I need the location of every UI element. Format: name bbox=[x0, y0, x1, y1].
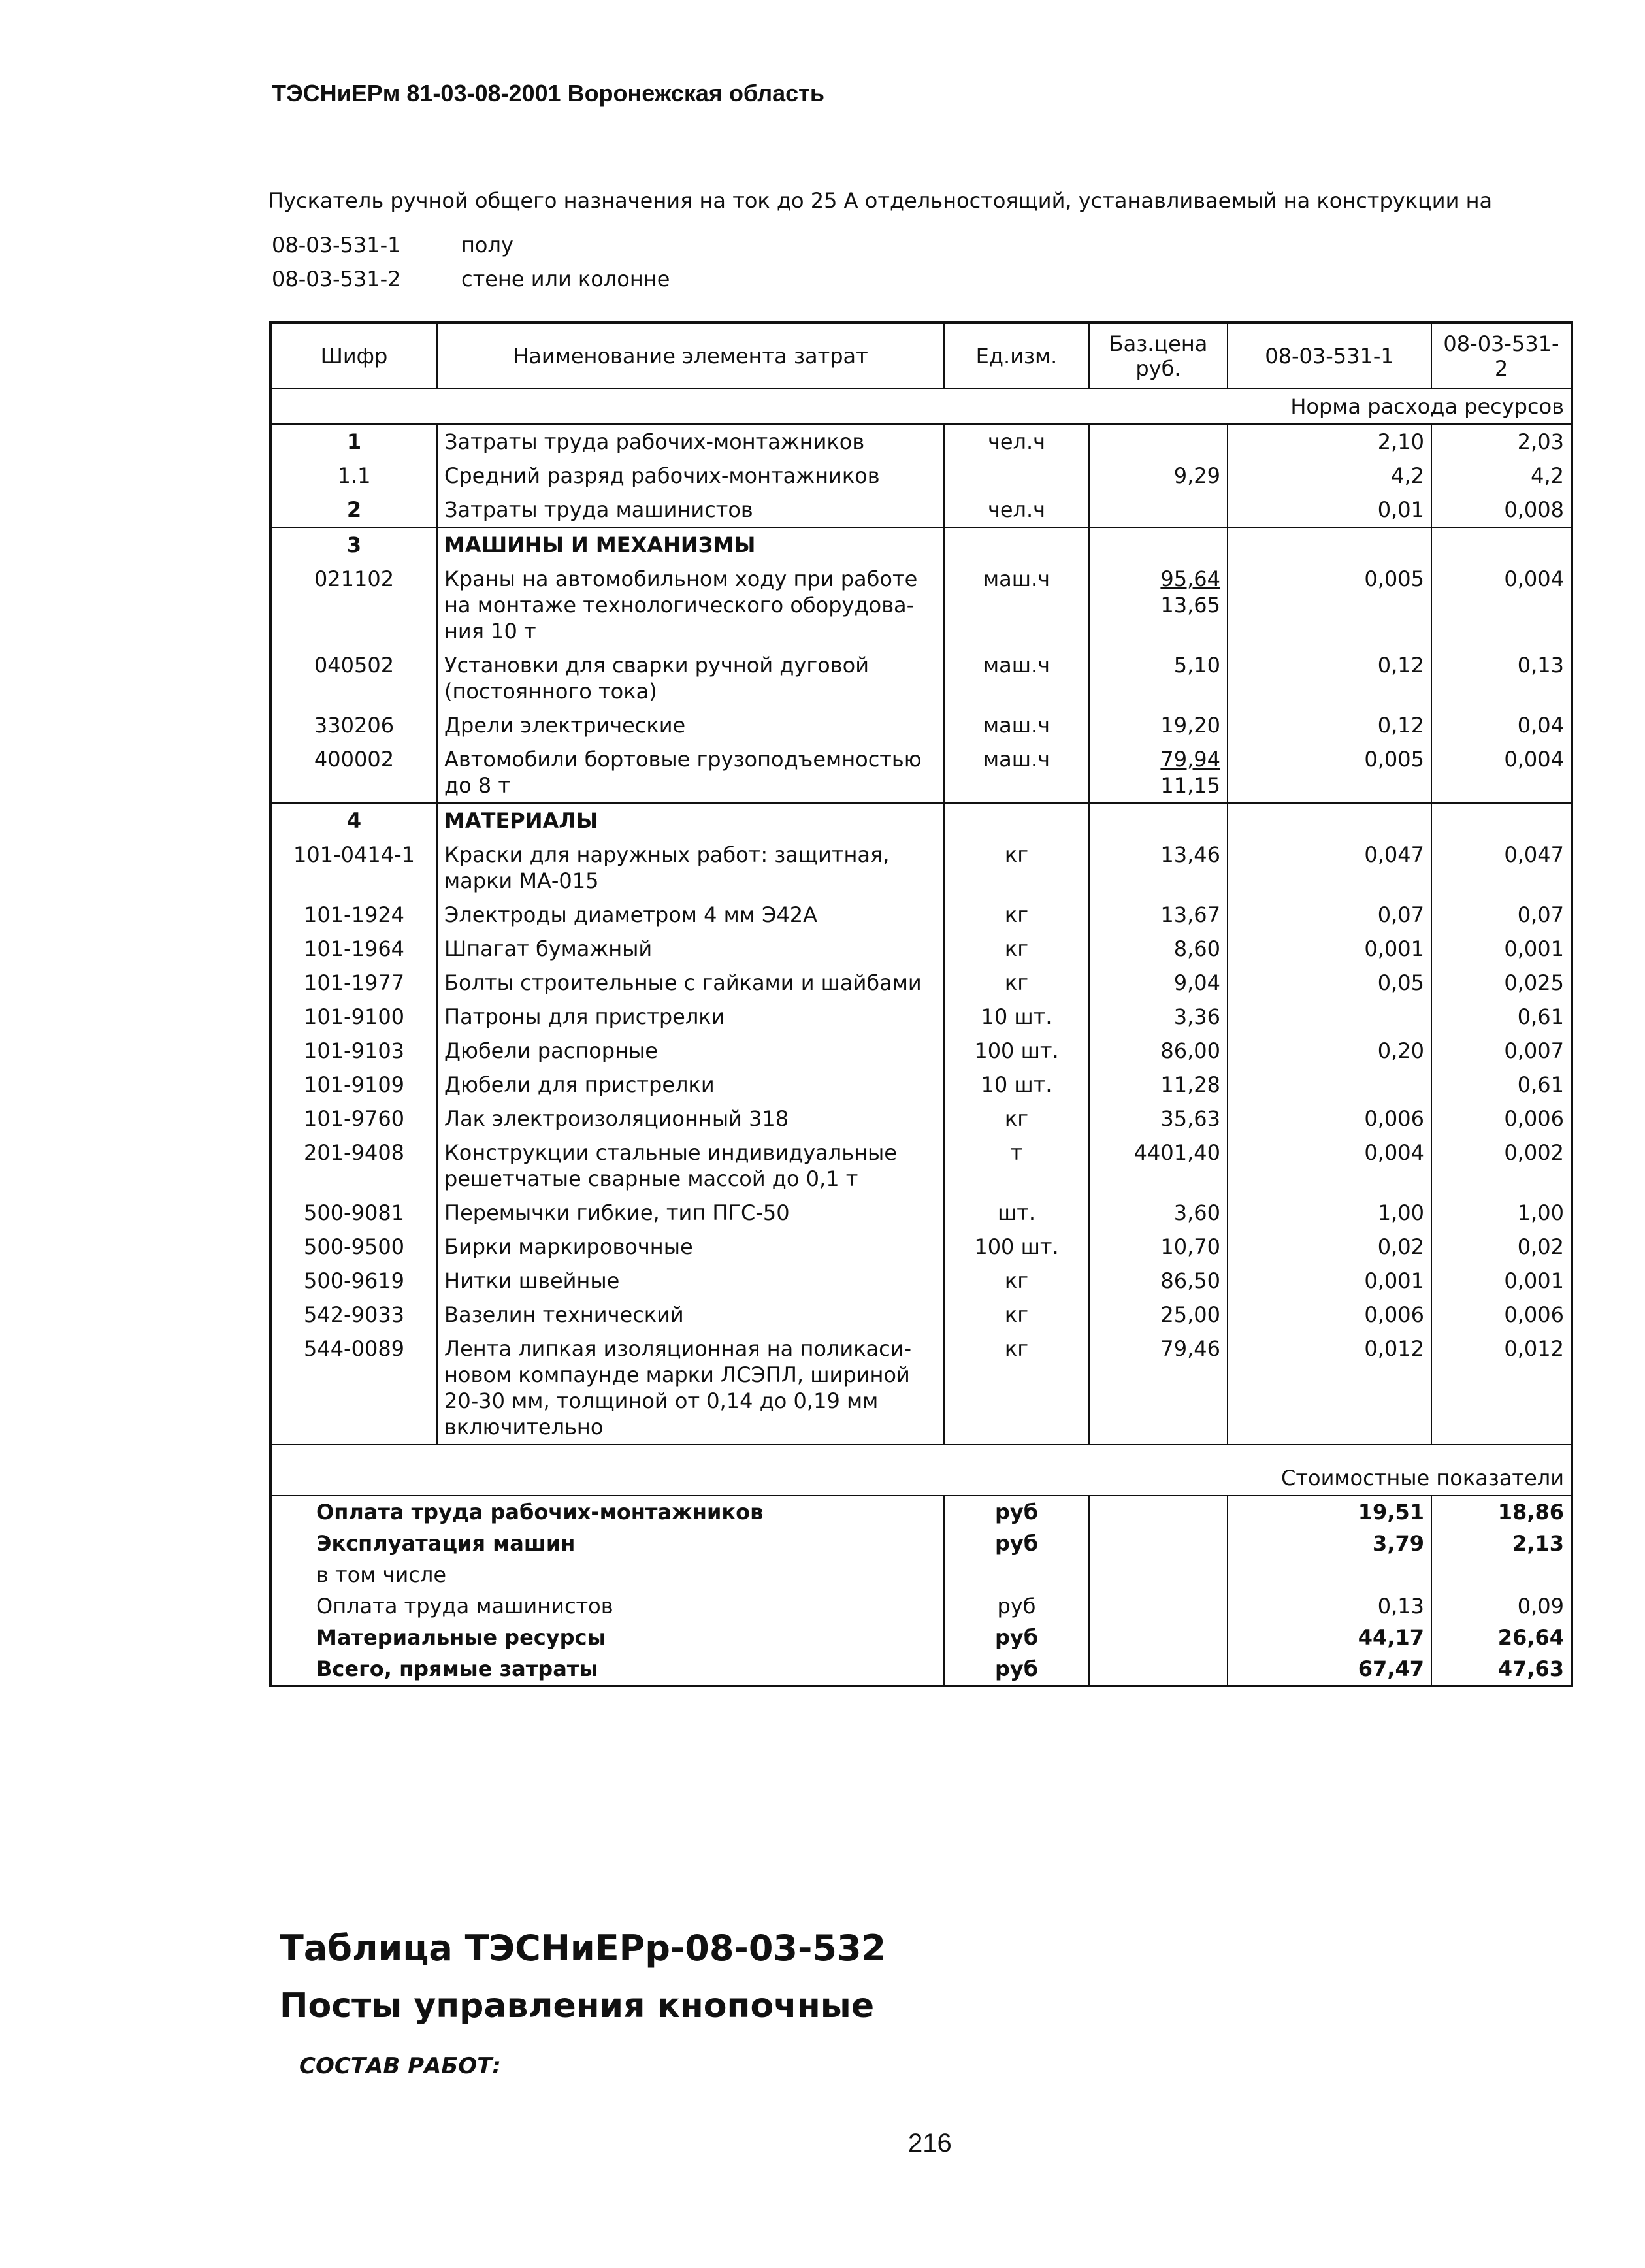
row-name: Бирки маркировочные bbox=[437, 1230, 944, 1264]
row-name: Средний разряд рабочих-монтажников bbox=[437, 459, 944, 493]
total-label: Всего, прямые затраты bbox=[270, 1653, 944, 1686]
row-name: Краски для наружных работ: защитная, марки МА-015 bbox=[437, 838, 944, 898]
row-value-1: 0,012 bbox=[1228, 1332, 1431, 1445]
row-value-2 bbox=[1431, 527, 1572, 562]
row-code: 101-9109 bbox=[270, 1068, 437, 1102]
row-name: Конструкции стальные индивидуальные решетчатые сварные массой до 0,1 т bbox=[437, 1136, 944, 1196]
row-value-1 bbox=[1228, 527, 1431, 562]
row-value-1 bbox=[1228, 803, 1431, 838]
row-unit: маш.ч bbox=[944, 648, 1089, 708]
row-unit: 100 шт. bbox=[944, 1230, 1089, 1264]
row-unit: кг bbox=[944, 898, 1089, 932]
row-price: 11,28 bbox=[1089, 1068, 1228, 1102]
document-header-title: ТЭСНиЕРм 81-03-08-2001 Воронежская область bbox=[272, 80, 824, 107]
table-row bbox=[270, 1000, 1572, 1034]
total-label: Эксплуатация машин bbox=[270, 1528, 944, 1559]
work-composition-label: СОСТАВ РАБОТ: bbox=[299, 2053, 501, 2079]
row-value-2: 0,004 bbox=[1431, 742, 1572, 803]
row-price: 86,50 bbox=[1089, 1264, 1228, 1298]
total-value-2: 18,86 bbox=[1497, 1500, 1564, 1524]
row-value-2: 0,004 bbox=[1504, 567, 1564, 591]
table-row bbox=[270, 708, 1572, 742]
total-price bbox=[1089, 1559, 1228, 1590]
resource-norms-table bbox=[269, 321, 1573, 1687]
row-name: Затраты труда машинистов bbox=[437, 493, 944, 527]
row-unit: кг bbox=[944, 838, 1089, 898]
totals-body bbox=[270, 1496, 1572, 1686]
header-price: Баз.цена руб. bbox=[1089, 323, 1228, 389]
variant-text: стене или колонне bbox=[461, 267, 670, 291]
variant-line-1 bbox=[272, 233, 513, 257]
total-unit: руб bbox=[944, 1528, 1089, 1559]
row-name: Шпагат бумажный bbox=[437, 932, 944, 966]
row-unit: 10 шт. bbox=[944, 1068, 1089, 1102]
row-name: Электроды диаметром 4 мм Э42А bbox=[437, 898, 944, 932]
row-unit bbox=[944, 459, 1089, 493]
norma-row bbox=[270, 389, 1572, 424]
row-price: 25,00 bbox=[1089, 1298, 1228, 1332]
row-value-1: 4,2 bbox=[1228, 459, 1431, 493]
row-value-1: 0,005 bbox=[1228, 562, 1431, 648]
row-name: МАТЕРИАЛЫ bbox=[437, 803, 944, 838]
total-price bbox=[1089, 1590, 1228, 1622]
table-row bbox=[270, 527, 1572, 562]
row-code: 101-9100 bbox=[270, 1000, 437, 1034]
table-row bbox=[270, 966, 1572, 1000]
row-value-2: 0,04 bbox=[1517, 713, 1564, 738]
row-value-1: 0,004 bbox=[1228, 1136, 1431, 1196]
total-value-1 bbox=[1228, 1559, 1431, 1590]
next-table-title: Таблица ТЭСНиЕРр-08-03-532 bbox=[280, 1928, 887, 1969]
total-value-1: 0,13 bbox=[1228, 1590, 1431, 1622]
total-row bbox=[270, 1622, 1572, 1653]
row-value-2: 0,007 bbox=[1504, 1038, 1564, 1063]
total-value-2: 0,09 bbox=[1517, 1594, 1564, 1619]
row-price bbox=[1089, 493, 1228, 527]
row-value-2: 4,2 bbox=[1531, 463, 1564, 488]
total-row bbox=[270, 1590, 1572, 1622]
row-value-2: 1,00 bbox=[1517, 1200, 1564, 1225]
row-value-1 bbox=[1228, 1068, 1431, 1102]
row-value-2: 0,13 bbox=[1517, 653, 1564, 678]
row-name: Лак электроизоляционный 318 bbox=[437, 1102, 944, 1136]
row-unit: кг bbox=[944, 966, 1089, 1000]
row-name: Патроны для пристрелки bbox=[437, 1000, 944, 1034]
row-name: Краны на автомобильном ходу при работе на монтаже технологического оборудова-ния 10 т bbox=[437, 562, 944, 648]
row-price: 10,70 bbox=[1089, 1230, 1228, 1264]
row-value-1: 1,00 bbox=[1228, 1196, 1431, 1230]
price-denominator: 11,15 bbox=[1160, 773, 1220, 798]
row-code: 400002 bbox=[270, 742, 437, 803]
total-unit: руб bbox=[944, 1590, 1089, 1622]
row-name: Автомобили бортовые грузоподъемностью до 8 т bbox=[437, 742, 944, 803]
total-value-1: 67,47 bbox=[1228, 1653, 1431, 1686]
row-unit: кг bbox=[944, 1298, 1089, 1332]
row-value-2: 0,001 bbox=[1504, 936, 1564, 961]
row-unit: кг bbox=[944, 1102, 1089, 1136]
total-value-2: 2,13 bbox=[1512, 1531, 1564, 1556]
price-numerator: 95,64 bbox=[1160, 567, 1220, 591]
cost-label-row bbox=[270, 1445, 1572, 1496]
table-row bbox=[270, 562, 1572, 648]
header-variant-2: 08-03-531-2 bbox=[1431, 323, 1572, 389]
row-value-1: 0,001 bbox=[1228, 932, 1431, 966]
row-value-2: 0,006 bbox=[1504, 1106, 1564, 1131]
row-unit: кг bbox=[944, 932, 1089, 966]
row-code: 544-0089 bbox=[270, 1332, 437, 1445]
row-code: 3 bbox=[270, 527, 437, 562]
variant-text: полу bbox=[461, 233, 513, 257]
row-price: 8,60 bbox=[1089, 932, 1228, 966]
total-label: Оплата труда машинистов bbox=[270, 1590, 944, 1622]
row-code: 2 bbox=[270, 493, 437, 527]
table-row bbox=[270, 898, 1572, 932]
row-value-1: 2,10 bbox=[1228, 424, 1431, 459]
row-value-2: 0,025 bbox=[1504, 970, 1564, 995]
row-price bbox=[1089, 424, 1228, 459]
row-price: 79,46 bbox=[1089, 1332, 1228, 1445]
row-price: 9,04 bbox=[1089, 966, 1228, 1000]
row-name: Дюбели распорные bbox=[437, 1034, 944, 1068]
table-row bbox=[270, 1230, 1572, 1264]
table-row bbox=[270, 424, 1572, 459]
header-variant-1: 08-03-531-1 bbox=[1228, 323, 1431, 389]
intro-text: Пускатель ручной общего назначения на ток до 25 А отдельностоящий, устанавливаемый на конструкции на bbox=[268, 188, 1493, 213]
table-row bbox=[270, 838, 1572, 898]
row-name: Установки для сварки ручной дуговой (постоянного тока) bbox=[437, 648, 944, 708]
total-row bbox=[270, 1653, 1572, 1686]
row-name: Затраты труда рабочих-монтажников bbox=[437, 424, 944, 459]
row-code: 040502 bbox=[270, 648, 437, 708]
row-value-2: 0,006 bbox=[1504, 1302, 1564, 1327]
norma-label: Норма расхода ресурсов bbox=[270, 389, 1572, 424]
row-value-1: 0,01 bbox=[1228, 493, 1431, 527]
row-price bbox=[1089, 527, 1228, 562]
row-price: 19,20 bbox=[1089, 708, 1228, 742]
total-unit: руб bbox=[944, 1622, 1089, 1653]
table-row bbox=[270, 1298, 1572, 1332]
row-name: Нитки швейные bbox=[437, 1264, 944, 1298]
row-name: МАШИНЫ И МЕХАНИЗМЫ bbox=[437, 527, 944, 562]
row-code: 500-9619 bbox=[270, 1264, 437, 1298]
row-value-1: 0,07 bbox=[1228, 898, 1431, 932]
row-value-2: 0,008 bbox=[1431, 493, 1572, 527]
row-price: 3,36 bbox=[1089, 1000, 1228, 1034]
row-code: 4 bbox=[270, 803, 437, 838]
table-row bbox=[270, 1264, 1572, 1298]
row-price: 9,29 bbox=[1089, 459, 1228, 493]
row-price: 13,46 bbox=[1089, 838, 1228, 898]
row-name: Вазелин технический bbox=[437, 1298, 944, 1332]
row-unit bbox=[944, 803, 1089, 838]
row-unit: шт. bbox=[944, 1196, 1089, 1230]
row-value-2: 0,012 bbox=[1504, 1336, 1564, 1361]
total-row bbox=[270, 1528, 1572, 1559]
table-row bbox=[270, 803, 1572, 838]
table-row bbox=[270, 1196, 1572, 1230]
row-price: 35,63 bbox=[1089, 1102, 1228, 1136]
row-value-2: 2,03 bbox=[1517, 429, 1564, 454]
table-row bbox=[270, 459, 1572, 493]
row-value-1: 0,001 bbox=[1228, 1264, 1431, 1298]
total-label: Материальные ресурсы bbox=[270, 1622, 944, 1653]
page-number: 216 bbox=[908, 2129, 952, 2158]
row-value-2: 0,001 bbox=[1504, 1268, 1564, 1293]
total-label: в том числе bbox=[270, 1559, 944, 1590]
table-row bbox=[270, 1034, 1572, 1068]
header-unit: Ед.изм. bbox=[944, 323, 1089, 389]
row-value-1: 0,006 bbox=[1228, 1298, 1431, 1332]
row-unit: чел.ч bbox=[944, 424, 1089, 459]
table-row bbox=[270, 1136, 1572, 1196]
table-row bbox=[270, 932, 1572, 966]
row-unit: маш.ч bbox=[944, 562, 1089, 648]
row-code: 500-9081 bbox=[270, 1196, 437, 1230]
row-unit: кг bbox=[944, 1332, 1089, 1445]
row-code: 330206 bbox=[270, 708, 437, 742]
row-price: 4401,40 bbox=[1089, 1136, 1228, 1196]
row-price bbox=[1089, 803, 1228, 838]
row-name: Дюбели для пристрелки bbox=[437, 1068, 944, 1102]
cost-label: Стоимостные показатели bbox=[270, 1445, 1572, 1496]
row-code: 542-9033 bbox=[270, 1298, 437, 1332]
row-code: 101-1977 bbox=[270, 966, 437, 1000]
row-value-1: 0,20 bbox=[1228, 1034, 1431, 1068]
total-value-2: 47,63 bbox=[1497, 1656, 1564, 1681]
total-unit: руб bbox=[944, 1653, 1089, 1686]
row-code: 021102 bbox=[270, 562, 437, 648]
row-value-1: 0,12 bbox=[1228, 648, 1431, 708]
table-header-row bbox=[270, 323, 1572, 389]
row-code: 201-9408 bbox=[270, 1136, 437, 1196]
row-price: 5,10 bbox=[1089, 648, 1228, 708]
total-row bbox=[270, 1559, 1572, 1590]
variant-code: 08-03-531-1 bbox=[272, 233, 401, 257]
price-numerator: 79,94 bbox=[1160, 747, 1220, 772]
row-code: 101-0414-1 bbox=[270, 838, 437, 898]
row-value-2: 0,61 bbox=[1517, 1072, 1564, 1097]
row-code: 101-9760 bbox=[270, 1102, 437, 1136]
row-unit: 100 шт. bbox=[944, 1034, 1089, 1068]
row-unit bbox=[944, 527, 1089, 562]
row-price: 13,67 bbox=[1089, 898, 1228, 932]
table-row bbox=[270, 742, 1572, 803]
variant-code: 08-03-531-2 bbox=[272, 267, 401, 291]
row-unit: маш.ч bbox=[944, 708, 1089, 742]
row-unit: т bbox=[944, 1136, 1089, 1196]
row-price bbox=[1089, 742, 1228, 803]
total-price bbox=[1089, 1653, 1228, 1686]
row-code: 101-9103 bbox=[270, 1034, 437, 1068]
row-value-1 bbox=[1228, 1000, 1431, 1034]
price-denominator: 13,65 bbox=[1160, 593, 1220, 617]
total-value-2 bbox=[1431, 1559, 1572, 1590]
header-name: Наименование элемента затрат bbox=[437, 323, 944, 389]
row-price bbox=[1089, 562, 1228, 648]
table-row bbox=[270, 1102, 1572, 1136]
row-code: 101-1924 bbox=[270, 898, 437, 932]
row-code: 500-9500 bbox=[270, 1230, 437, 1264]
row-unit: кг bbox=[944, 1264, 1089, 1298]
row-unit: 10 шт. bbox=[944, 1000, 1089, 1034]
row-value-2 bbox=[1431, 803, 1572, 838]
row-value-1: 0,047 bbox=[1228, 838, 1431, 898]
row-name: Болты строительные с гайками и шайбами bbox=[437, 966, 944, 1000]
total-unit bbox=[944, 1559, 1089, 1590]
row-code: 1.1 bbox=[270, 459, 437, 493]
table-body bbox=[270, 424, 1572, 1445]
total-value-1: 3,79 bbox=[1228, 1528, 1431, 1559]
table-row bbox=[270, 1068, 1572, 1102]
next-table-subtitle: Посты управления кнопочные bbox=[280, 1986, 875, 2026]
total-price bbox=[1089, 1496, 1228, 1528]
row-value-2: 0,02 bbox=[1517, 1234, 1564, 1259]
row-value-1: 0,05 bbox=[1228, 966, 1431, 1000]
row-value-2: 0,61 bbox=[1517, 1004, 1564, 1029]
row-value-1: 0,006 bbox=[1228, 1102, 1431, 1136]
row-price: 3,60 bbox=[1089, 1196, 1228, 1230]
row-unit: чел.ч bbox=[944, 493, 1089, 527]
total-label: Оплата труда рабочих-монтажников bbox=[270, 1496, 944, 1528]
total-price bbox=[1089, 1622, 1228, 1653]
table-row bbox=[270, 1332, 1572, 1445]
row-name: Перемычки гибкие, тип ПГС-50 bbox=[437, 1196, 944, 1230]
row-value-2: 0,047 bbox=[1504, 842, 1564, 867]
total-value-2: 26,64 bbox=[1497, 1625, 1564, 1650]
row-value-1: 0,005 bbox=[1228, 742, 1431, 803]
table-row bbox=[270, 648, 1572, 708]
total-price bbox=[1089, 1528, 1228, 1559]
row-name: Дрели электрические bbox=[437, 708, 944, 742]
row-value-1: 0,12 bbox=[1228, 708, 1431, 742]
total-value-1: 44,17 bbox=[1228, 1622, 1431, 1653]
total-unit: руб bbox=[944, 1496, 1089, 1528]
row-code: 101-1964 bbox=[270, 932, 437, 966]
row-value-2: 0,002 bbox=[1504, 1140, 1564, 1165]
total-row bbox=[270, 1496, 1572, 1528]
variant-line-2 bbox=[272, 267, 670, 291]
row-name: Лента липкая изоляционная на поликаси-новом компаунде марки ЛСЭПЛ, шириной 20-30 мм, толщиной от 0,14 до 0,19 мм включительно bbox=[437, 1332, 944, 1445]
row-unit: маш.ч bbox=[944, 742, 1089, 803]
row-price: 86,00 bbox=[1089, 1034, 1228, 1068]
table-row bbox=[270, 493, 1572, 527]
header-code: Шифр bbox=[270, 323, 437, 389]
row-code: 1 bbox=[270, 424, 437, 459]
total-value-1: 19,51 bbox=[1228, 1496, 1431, 1528]
row-value-2: 0,07 bbox=[1517, 902, 1564, 927]
row-value-1: 0,02 bbox=[1228, 1230, 1431, 1264]
